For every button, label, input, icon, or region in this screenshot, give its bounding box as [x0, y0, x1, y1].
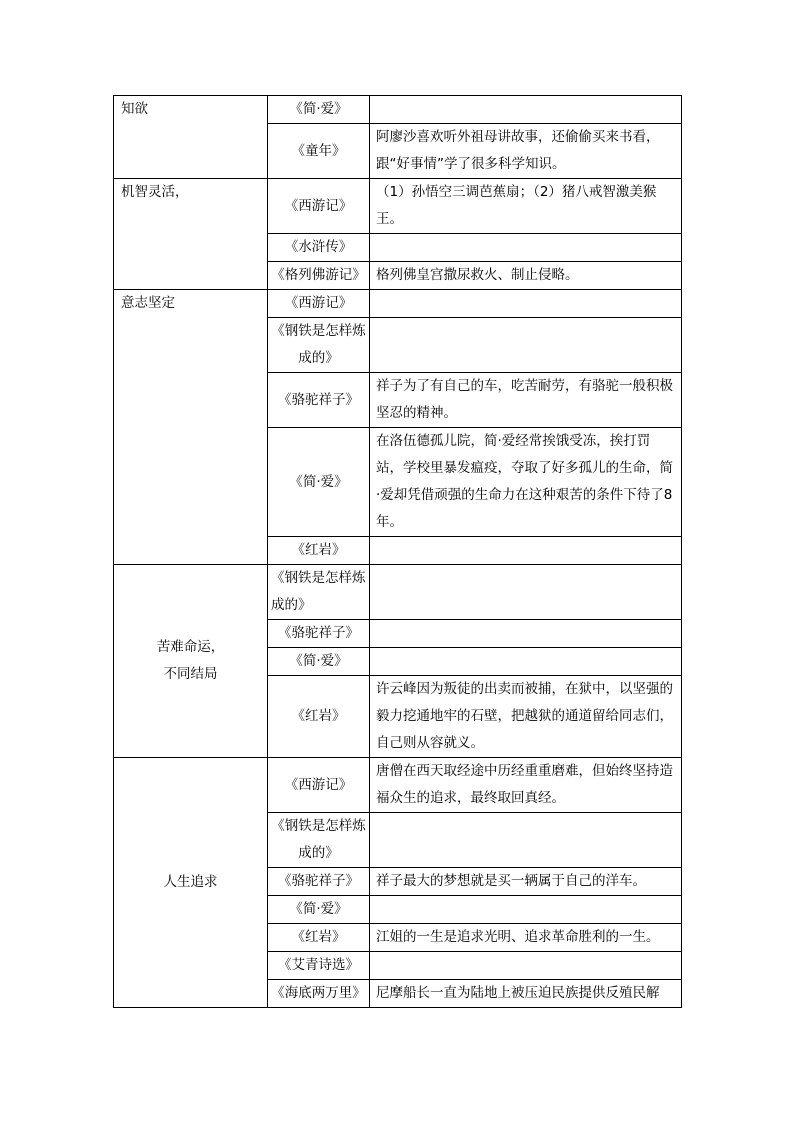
- description-cell: 阿廖沙喜欢听外祖母讲故事，还偷偷买来书看，跟“好事情”学了很多科学知识。: [370, 124, 682, 179]
- category-cell: 苦难命运，不同结局: [114, 565, 268, 758]
- description-cell: [370, 318, 682, 373]
- book-title-cell: 《西游记》: [268, 290, 370, 318]
- table-row: [114, 290, 682, 318]
- description-cell: 尼摩船长一直为陆地上被压迫民族提供反殖民解: [370, 980, 682, 1008]
- book-title-cell: 《西游记》: [268, 179, 370, 234]
- book-title-cell: 《骆驼祥子》: [268, 868, 370, 896]
- table-row: [114, 179, 682, 234]
- book-title-cell: 《格列佛游记》: [268, 262, 370, 290]
- description-cell: [370, 96, 682, 124]
- book-title-cell: 《红岩》: [268, 676, 370, 758]
- table-row: [114, 758, 682, 813]
- book-title-cell: 《艾青诗选》: [268, 952, 370, 980]
- book-title-cell: 《简·爱》: [268, 896, 370, 924]
- description-cell: [370, 896, 682, 924]
- book-title-cell: 《简·爱》: [268, 648, 370, 676]
- description-cell: 祥子最大的梦想就是买一辆属于自己的洋车。: [370, 868, 682, 896]
- description-cell: [370, 234, 682, 262]
- category-cell: 意志坚定: [114, 290, 268, 565]
- description-cell: 唐僧在西天取经途中历经重重磨难，但始终坚持造福众生的追求，最终取回真经。: [370, 758, 682, 813]
- book-title-cell: 《红岩》: [268, 924, 370, 952]
- description-cell: [370, 565, 682, 620]
- book-title-cell: 《钢铁是怎样炼成的》: [268, 565, 370, 620]
- book-title-cell: 《红岩》: [268, 537, 370, 565]
- book-title-cell: 《水浒传》: [268, 234, 370, 262]
- book-title-cell: 《简·爱》: [268, 96, 370, 124]
- book-title-cell: 《西游记》: [268, 758, 370, 813]
- book-title-cell: 《海底两万里》: [268, 980, 370, 1008]
- category-cell: 知欲: [114, 96, 268, 179]
- description-cell: [370, 813, 682, 868]
- description-cell: 格列佛皇宫撒尿救火、制止侵略。: [370, 262, 682, 290]
- book-title-cell: 《骆驼祥子》: [268, 373, 370, 428]
- reading-notes-table: [113, 95, 682, 1008]
- table-row: [114, 565, 682, 620]
- table-body: [114, 96, 682, 1008]
- description-cell: [370, 648, 682, 676]
- table-row: [114, 96, 682, 124]
- description-cell: 江姐的一生是追求光明、追求革命胜利的一生。: [370, 924, 682, 952]
- book-title-cell: 《骆驼祥子》: [268, 620, 370, 648]
- category-cell: 机智灵活，: [114, 179, 268, 290]
- description-cell: [370, 290, 682, 318]
- book-title-cell: 《钢铁是怎样炼成的》: [268, 813, 370, 868]
- book-title-cell: 《童年》: [268, 124, 370, 179]
- category-cell: 人生追求: [114, 758, 268, 1008]
- description-cell: 许云峰因为叛徒的出卖而被捕，在狱中，以坚强的毅力挖通地牢的石壁，把越狱的通道留给同志们，自己则从容就义。: [370, 676, 682, 758]
- description-cell: [370, 952, 682, 980]
- description-cell: [370, 620, 682, 648]
- description-cell: 祥子为了有自己的车，吃苦耐劳，有骆驼一般积极坚忍的精神。: [370, 373, 682, 428]
- book-title-cell: 《钢铁是怎样炼成的》: [268, 318, 370, 373]
- book-title-cell: 《简·爱》: [268, 428, 370, 537]
- description-cell: （1）孙悟空三调芭蕉扇；（2）猪八戒智激美猴王。: [370, 179, 682, 234]
- description-cell: 在洛伍德孤儿院，简·爱经常挨饿受冻，挨打罚站，学校里暴发瘟疫，夺取了好多孤儿的生命，简·爱却凭借顽强的生命力在这种艰苦的条件下待了8年。: [370, 428, 682, 537]
- description-cell: [370, 537, 682, 565]
